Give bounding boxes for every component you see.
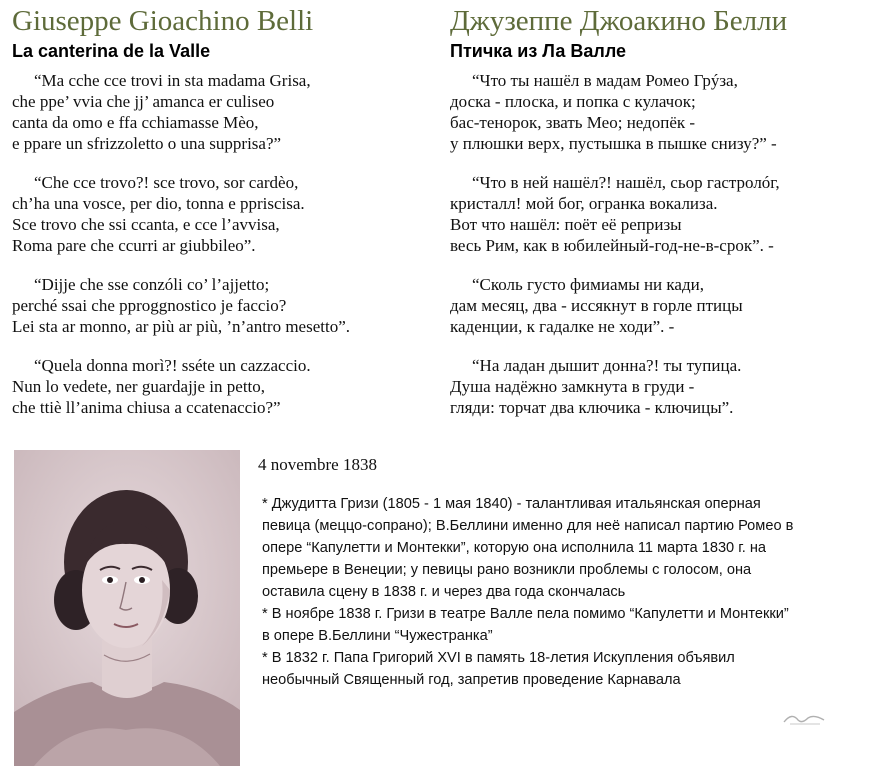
poem-line: “Dijje che sse conzóli co’ l’ajjetto; bbox=[34, 275, 270, 294]
poem-line: Sce trovo che ssi ccanta, e cce l’avvisa, bbox=[12, 215, 280, 234]
poem-line: Lei sta ar monno, ar più ar più, ’n’antro mesetto”. bbox=[12, 317, 350, 336]
poem-line: “Что ты нашёл в мадам Ромео Грýза, bbox=[472, 71, 738, 90]
author-name-russian: Джузеппе Джоакино Белли bbox=[450, 5, 788, 37]
poem-line: Roma pare che ccurri ar giubbileo”. bbox=[12, 236, 256, 255]
stanza-1 bbox=[450, 70, 890, 154]
poem-line: ch’ha una vosce, per dio, tonna e ppriscisa. bbox=[12, 194, 305, 213]
poem-line: кристалл! мой бог, огранка вокализа. bbox=[450, 194, 718, 213]
note-line: необычный Священный год, запретив проведение Карнавала bbox=[262, 672, 681, 688]
note-line: оставила сцену в 1838 г. и через два года скончалась bbox=[262, 584, 626, 600]
poem-line: “Сколь густо фимиамы ни кади, bbox=[472, 275, 704, 294]
stanza-3 bbox=[450, 274, 890, 337]
note-line: опере “Капулетти и Монтекки”, которую она исполнила 11 марта 1830 г. на bbox=[262, 540, 767, 556]
russian-poem-column bbox=[450, 0, 890, 436]
stanza-1 bbox=[12, 70, 432, 154]
poem-line: каденции, к гадалке не ходи”. - bbox=[450, 317, 675, 336]
poem-line: дам месяц, два - иссякнут в горле птицы bbox=[450, 296, 743, 315]
stanza-4 bbox=[450, 355, 890, 418]
poem-line: che ppe’ vvia che jj’ amanca er culiseo bbox=[12, 92, 275, 111]
italian-poem-column bbox=[12, 0, 432, 436]
note-line: * В ноябре 1838 г. Гризи в театре Валле пела помимо “Капулетти и Монтекки” bbox=[262, 606, 789, 622]
poem-date: 4 novembre 1838 bbox=[258, 455, 377, 474]
poem-line: e ppare un sfrizzoletto o una supprisa?” bbox=[12, 134, 282, 153]
signature-mark bbox=[780, 708, 830, 728]
poem-line: “Quela donna morì?! sséte un cazzaccio. bbox=[34, 356, 311, 375]
stanza-4 bbox=[12, 355, 432, 418]
poem-line: “Ma cche cce trovi in sta madama Grisa, bbox=[34, 71, 311, 90]
poem-line: Душа надёжно замкнута в груди - bbox=[450, 377, 695, 396]
note-line: певица (меццо-сопрано); В.Беллини именно для неё написал партию Ромео в bbox=[262, 518, 794, 534]
portrait-drawing bbox=[14, 450, 240, 766]
note-line: в опере В.Беллини “Чужестранка” bbox=[262, 628, 493, 644]
poem-line: у плюшки верх, пустышка в пышке снизу?” - bbox=[450, 134, 777, 153]
stanza-3 bbox=[12, 274, 432, 337]
poem-title-russian: Птичка из Ла Валле bbox=[450, 41, 627, 61]
author-name-italian: Giuseppe Gioachino Belli bbox=[12, 5, 314, 37]
poem-line: che ttiè ll’anima chiusa a ccatenaccio?” bbox=[12, 398, 281, 417]
poem-line: “Che cce trovo?! sce trovo, sor cardèo, bbox=[34, 173, 299, 192]
poem-line: Nun lo vedete, ner guardajje in petto, bbox=[12, 377, 266, 396]
poem-line: бас-тенорок, звать Мео; недопёк - bbox=[450, 113, 696, 132]
footnotes bbox=[262, 493, 890, 691]
poem-title-italian: La canterina de la Valle bbox=[12, 41, 211, 61]
poem-line: доска - плоска, и попка с кулачок; bbox=[450, 92, 696, 111]
stanza-2 bbox=[12, 172, 432, 256]
poem-line: perché ssai che pproggnostico je faccio? bbox=[12, 296, 287, 315]
note-line: * В 1832 г. Папа Григорий XVI в память 18-летия Искупления объявил bbox=[262, 650, 735, 666]
poem-line: весь Рим, как в юбилейный-год-не-в-срок”. - bbox=[450, 236, 774, 255]
poem-line: Вот что нашёл: поёт её репризы bbox=[450, 215, 682, 234]
note-line: премьере в Венеции; у певицы рано возникли проблемы с голосом, она bbox=[262, 562, 752, 578]
poem-line: “Что в ней нашёл?! нашёл, сьор гастролóг, bbox=[472, 173, 780, 192]
note-line: * Джудитта Гризи (1805 - 1 мая 1840) - талантливая итальянская оперная bbox=[262, 496, 761, 512]
poem-line: “На ладан дышит донна?! ты тупица. bbox=[472, 356, 742, 375]
stanza-2 bbox=[450, 172, 890, 256]
poem-line: canta da omo e ffa cchiamasse Mèo, bbox=[12, 113, 259, 132]
portrait-engraving bbox=[14, 450, 240, 766]
poem-line: гляди: торчат два ключика - ключицы”. bbox=[450, 398, 734, 417]
